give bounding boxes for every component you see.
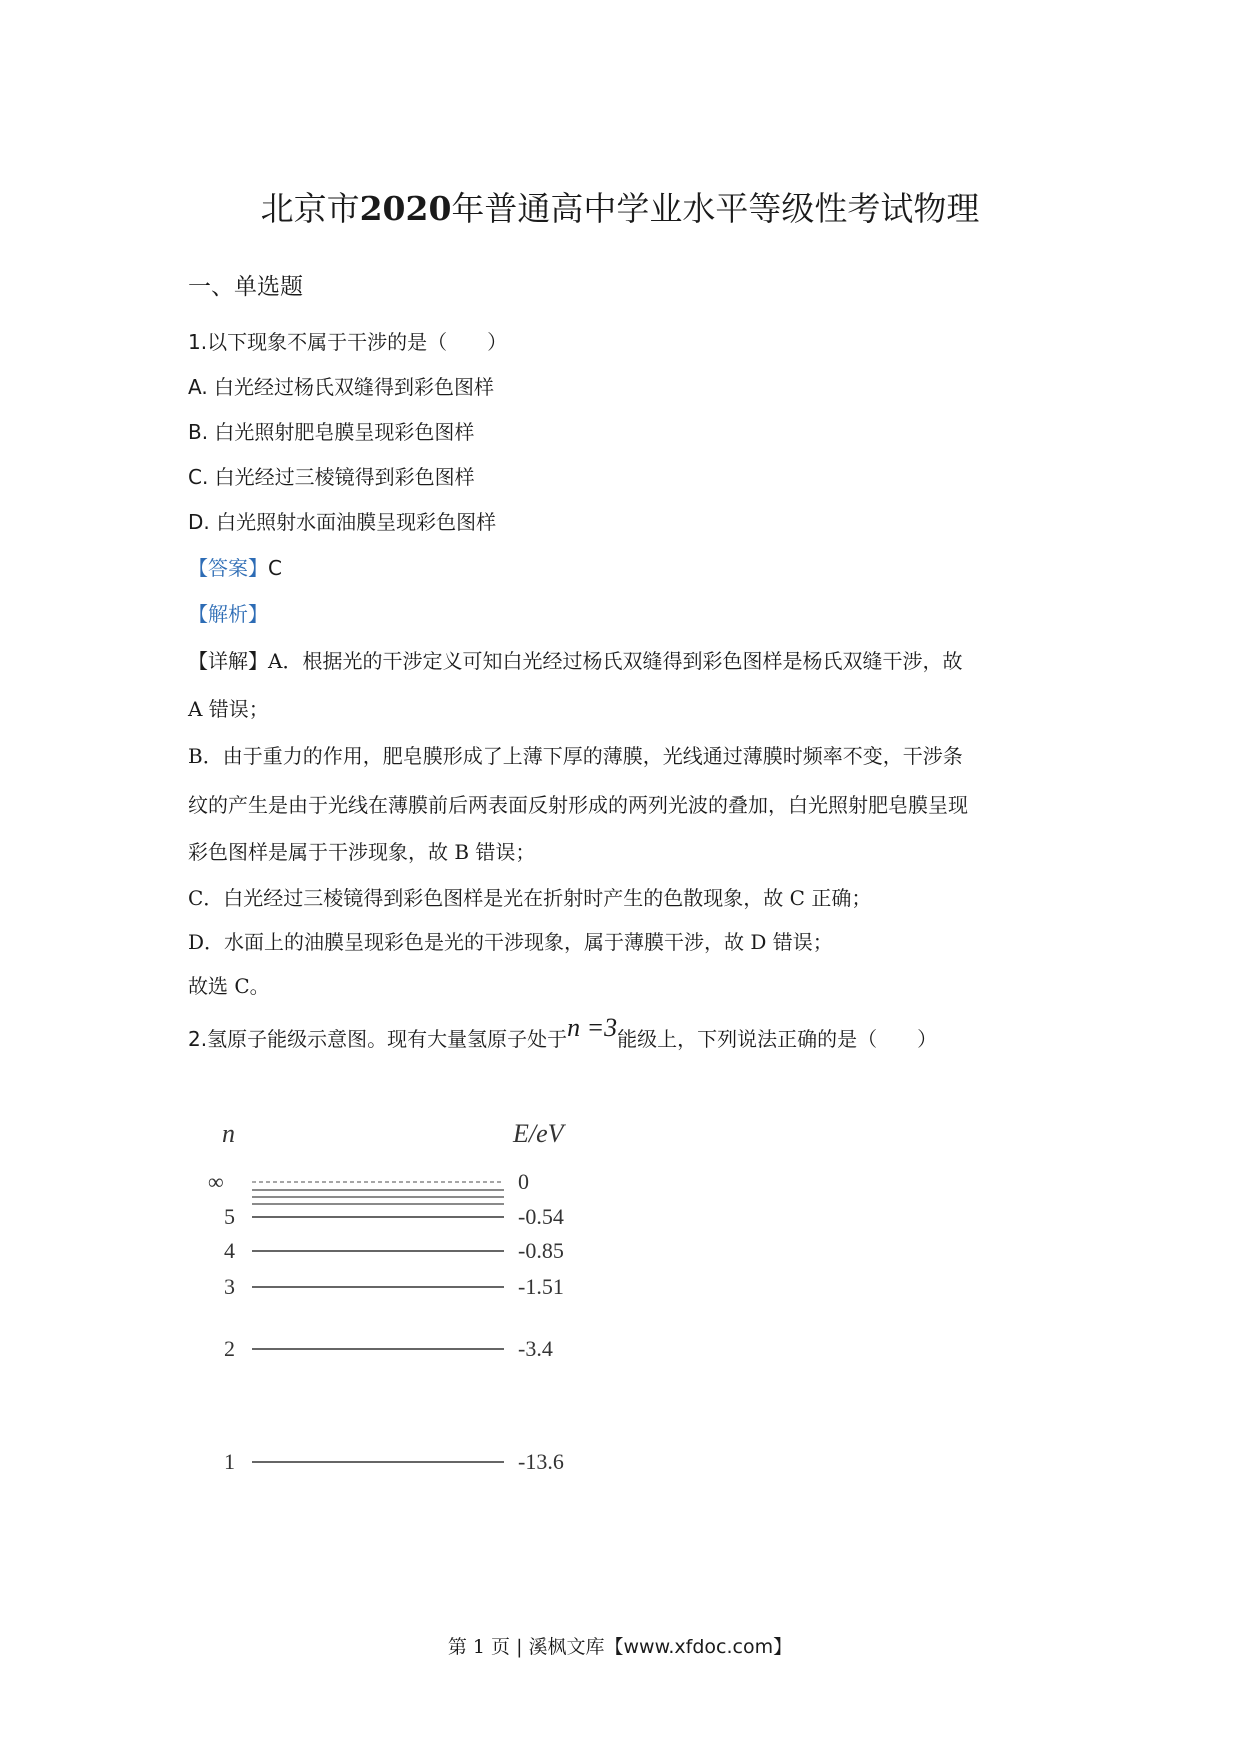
level-energy-label: 0 — [518, 1169, 529, 1194]
detail-line: 彩色图样是属于干涉现象，故 B 错误； — [188, 840, 536, 864]
level-energy-label: -13.6 — [518, 1449, 564, 1474]
detail-line: A 错误； — [188, 697, 269, 721]
detail-line: 纹的产生是由于光线在薄膜前后两表面反射形成的两列光波的叠加，白光照射肥皂膜呈现 — [188, 793, 968, 817]
page-footer: 第 1 页 | 溪枫文库【www.xfdoc.com】 — [447, 1636, 793, 1658]
level-n-label: ∞ — [208, 1169, 224, 1194]
answer-line — [188, 552, 282, 581]
detail-line: C．白光经过三棱镜得到彩色图样是光在折射时产生的色散现象，故 C 正确； — [188, 886, 872, 910]
level-n-label: 4 — [224, 1238, 235, 1263]
level-energy-label: -3.4 — [518, 1336, 553, 1361]
detail-line: D．水面上的油膜呈现彩色是光的干涉现象，属于薄膜干涉，故 D 错误； — [188, 930, 833, 954]
question-2-stem: 2.氢原子能级示意图。现有大量氢原子处于n =3能级上，下列说法正确的是（ ） — [188, 1013, 938, 1051]
answer-value: C — [268, 556, 282, 580]
level-energy-label: -0.85 — [518, 1238, 564, 1263]
answer-tag: 【答案】 — [188, 556, 268, 580]
detail-line: 【详解】A．根据光的干涉定义可知白光经过杨氏双缝得到彩色图样是杨氏双缝干涉，故 — [188, 649, 963, 673]
level-n-label: 3 — [224, 1274, 235, 1299]
analysis-tag: 【解析】 — [188, 602, 268, 626]
energy-axis-label: E/eV — [513, 1119, 564, 1148]
n-axis-label: n — [222, 1119, 235, 1148]
formula-n-equals-3: n =3 — [567, 1013, 618, 1042]
level-n-label: 1 — [224, 1449, 235, 1474]
question-1-option-c: C. 白光经过三棱镜得到彩色图样 — [188, 465, 475, 489]
detail-line: 故选 C。 — [188, 974, 270, 998]
page-title: 北京市2020年普通高中学业水平等级性考试物理 — [260, 189, 980, 228]
energy-level-diagram — [200, 1110, 620, 1490]
level-n-label: 2 — [224, 1336, 235, 1361]
question-1-option-a: A. 白光经过杨氏双缝得到彩色图样 — [188, 375, 495, 399]
level-energy-label: -0.54 — [518, 1204, 564, 1229]
section-heading: 一、单选题 — [188, 274, 303, 300]
question-1-stem: 1.以下现象不属于干涉的是（ ） — [188, 330, 508, 354]
level-n-label: 5 — [224, 1204, 235, 1229]
detail-line: B．由于重力的作用，肥皂膜形成了上薄下厚的薄膜，光线通过薄膜时频率不变，干涉条 — [188, 744, 963, 768]
level-energy-label: -1.51 — [518, 1274, 564, 1299]
question-1-option-b: B. 白光照射肥皂膜呈现彩色图样 — [188, 420, 475, 444]
question-1-option-d: D. 白光照射水面油膜呈现彩色图样 — [188, 510, 497, 534]
